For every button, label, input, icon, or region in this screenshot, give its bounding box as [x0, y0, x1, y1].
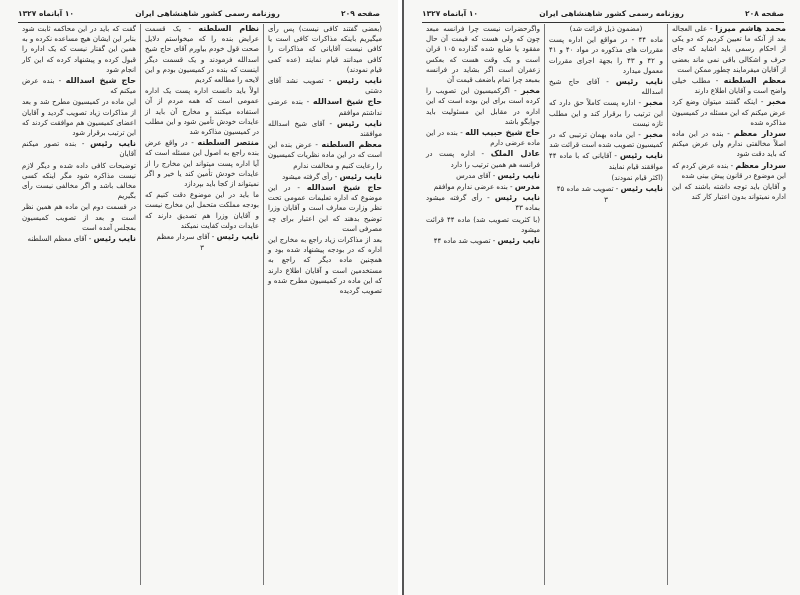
speaker-name: مدرس [514, 182, 540, 192]
text-column [667, 24, 790, 585]
page-header [18, 6, 380, 23]
paragraph [672, 129, 786, 160]
paragraph-text: - در این موضوع که اداره تعلیمات عمومی تحت نظر وزارت معارف است و آقایان وزرا توضیح بدهند که این اعتبار برای چه مصرفی است [268, 184, 382, 233]
speaker-name: حاج شیخ اسدالله [306, 183, 382, 193]
paragraph-text: - آقای سردار معظم [156, 233, 217, 242]
paragraph [268, 97, 382, 117]
paragraph [22, 161, 136, 202]
right-page [402, 0, 800, 595]
speaker-name: نظام السلطنه [198, 24, 259, 33]
paragraph-text: - تصویب شد ماده ۴۵ [556, 185, 621, 194]
paragraph-text: - آقای شیخ اسدالله موافقند [268, 119, 382, 139]
speaker-name: سردار معظم [733, 129, 786, 139]
paragraph-text: - عرض بنده این است که در این ماده نظریات کمیسیون را رعایت کنیم و مخالفت ندارم [268, 141, 382, 170]
speaker-name: مخبر [521, 86, 540, 96]
paragraph-text: - آقای معظم السلطنه [27, 235, 94, 244]
text-column [544, 24, 667, 585]
page-footer-number: ۳ [604, 196, 608, 205]
paragraph [549, 173, 663, 183]
paragraph [672, 161, 786, 181]
text-column [422, 24, 544, 585]
columns [422, 24, 790, 585]
speaker-name: نایب رئیس [336, 118, 382, 128]
paragraph [268, 235, 382, 296]
paragraph [145, 138, 259, 189]
paragraph-text: - آقای مدرس [456, 171, 498, 180]
paragraph [145, 232, 259, 242]
paragraph-text: (بعضی گفتند کافی نیست) پس رأی میگیریم باینکه مذاکرات کافی است یا کافی نیست آقایانی که مذاکرات را کافی میدانند قیام نمایند (عده کمی قیام نمودند) [268, 25, 382, 74]
paragraph-text: (اکثر قیام نمودند) [611, 173, 663, 182]
paragraph-text: - آقای حاج شیخ اسدالله [549, 78, 663, 97]
speaker-name: نایب رئیس [615, 77, 663, 87]
paragraph-text: اولاً باید دانست اداره پست یک اداره عمومی است که همه مردم از آن استفاده میکنند و مخارج آن باید از عایدات خودش تأمین شود و این مطلب در کمیسیون مذاکره شد [145, 87, 259, 137]
paragraph [426, 182, 540, 192]
paragraph [426, 86, 540, 127]
paragraph [672, 97, 786, 128]
paragraph [549, 77, 663, 97]
paragraph-text: - رأی گرفته میشود [282, 172, 340, 181]
speaker-name: نایب رئیس [90, 139, 136, 149]
speaker-name: محمد هاشم میرزا [715, 24, 786, 33]
paragraph [672, 24, 786, 75]
speaker-name: عادل الملک [490, 149, 541, 159]
speaker-name: نایب رئیس [93, 234, 136, 244]
page-header [422, 6, 784, 23]
paragraph-text: - بنده عرضی نداشتم موافقم [268, 98, 382, 117]
paragraph-text: - بنده عرض میکنم که [22, 77, 136, 96]
paragraph [268, 119, 382, 139]
paragraph [549, 130, 663, 150]
paragraph [22, 139, 136, 159]
page-footer-number: ۳ [200, 244, 204, 253]
speaker-name: نایب رئیس [336, 76, 383, 86]
speaker-name: نایب رئیس [497, 170, 540, 180]
paragraph-text: - اگرکمیسیون این تصویب را کرده است برای این بوده است که این اداره در مقابل این مسئولیت باید جوابگو باشد [426, 87, 540, 126]
page-number: صفحه ۲۰۹ [341, 8, 380, 18]
paragraph-text: - یک قسمت عرایض بنده را که میخواستم دلایل صحت قول خودم بیاورم آقای حاج شیخ اسدالله فرمودند و یک قسمت دیگر اینست که بنده در کمیسیون بودم و این لایحه را مطالعه کردیم [145, 25, 259, 85]
paragraph [549, 151, 663, 171]
paragraph [426, 149, 540, 169]
paragraph [268, 183, 382, 234]
issue-date: ۱۰ آبانماه ۱۳۲۷ [422, 8, 478, 18]
speaker-name: معظم السلطنه [321, 140, 382, 150]
paragraph [268, 140, 382, 171]
paragraph [672, 76, 786, 96]
paragraph-text: - علی العجاله بعد از آنکه ما تعیین کردیم که دو یکی از احکام رسمی باید اشاید که جای حرف و اشکالی باقی نمی ماند بعضی از آقایان میفرمایند چطور ممکن است [672, 25, 786, 74]
paragraph-text: - مطلب خیلی واضح است و آقایان اطلاع دارند [672, 77, 786, 96]
paragraph [22, 202, 136, 233]
paragraph-text: - بنده در این ماده عرضی دارم [426, 129, 540, 148]
speaker-name: نایب رئیس [620, 184, 663, 194]
paragraph-text: - بنده عرض کردم که این موضوع در قانون پیش بینی شده [672, 161, 786, 180]
paragraph-text: گفت که باید در این محاکمه ثابت شود بنابر این ایشان هیچ مساعده نکرده و به همین این گفتار نیست که یک اداره را قبول کرده و پیشنهاد کرده که این کار انجام شود [22, 25, 136, 74]
paragraph [145, 24, 259, 85]
paragraph [549, 35, 663, 76]
paragraph-text: - در واقع عرض بنده راجع به اصول این مسئله است که آیا اداره پست میتواند این مخارج را از عایدات خودش تأمین کند یا خیر و اگر نمیتواند از کجا باید بپردازد [145, 139, 259, 189]
paragraph [426, 128, 540, 148]
newspaper-title: روزنامه رسمی کشور شاهنشاهی ایران [539, 8, 684, 18]
newspaper-title: روزنامه رسمی کشور شاهنشاهی ایران [135, 8, 280, 18]
left-page [0, 0, 398, 595]
paragraph [268, 172, 382, 182]
paragraph [426, 24, 540, 85]
paragraph-text: ماده ۴۴ - در مواقع این اداره پست مقررات های مذکوره در مواد ۴۰ و ۴۱ و ۴۲ و ۴۳ را بجهة اجرای مقررات معمول میدارد [549, 36, 663, 75]
speaker-name: مخبر [767, 97, 786, 107]
issue-date: ۱۰ آبانماه ۱۳۲۷ [18, 8, 74, 18]
paragraph [22, 76, 136, 96]
paragraph [22, 24, 136, 75]
paragraph [426, 193, 540, 213]
paragraph-text: در قسمت دوم این ماده هم همین نظر است و بعد از تصویب کمیسیون بمجلس آمده است [22, 203, 136, 232]
speaker-name: حاج شیخ حبیب الله [465, 128, 540, 138]
paragraph-text: این ماده در کمیسیون مطرح شد و بعد از مذاکرات زیاد تصویب گردید و آقایان اعضای کمیسیون هم موافقت کردند که این ترتیب برقرار شود [22, 98, 136, 138]
paragraph-text: - بنده عرضی ندارم موافقم [433, 183, 515, 192]
speaker-name: حاج شیخ اسدالله [312, 97, 382, 107]
paragraph [268, 24, 382, 75]
speaker-name: منتصر السلطنه [197, 138, 259, 148]
paragraph-text: واگرحضرات نیست چرا فرانسه مبعد چون که ولی هست که قیمت آن حال مفقود یا ضایع شده گذارده ۱۰۵ قران است و یک وقت هست که بعکس زعفران است اگر بشاید در فرانسه بمبعد چرا تمام باضعف قیمت آن [426, 25, 540, 85]
paragraph-text: بعد از مذاکرات زیاد راجع به مخارج این اداره که در بودجه پیشنهاد شده بود و همچنین ماده دیگر که راجع به مستخدمین است و آقایان اطلاع دارند که این ماده در کمیسیون مطرح شده و تصویب گردیده [268, 236, 382, 296]
paragraph-text: - تصویب شد ماده ۴۴ [433, 237, 498, 246]
paragraph-text: (با کثریت تصویب شد) ماده ۴۴ قرائت میشود [426, 215, 540, 234]
speaker-name: سردار معظم [735, 160, 786, 170]
paragraph-text: - این ماده بهمان ترتیبی که در کمیسیون تصویب شده است قرائت شد [549, 131, 663, 150]
paragraph-text: - اینکه گفتند میتوان وضع کرد عرض میکنم که این مسئله در کمیسیون مذاکره شده [672, 98, 786, 127]
speaker-name: نایب رئیس [216, 232, 259, 242]
paragraph-text: - تصویب نشد آقای دشتی [268, 77, 382, 96]
speaker-name: حاج شیخ اسدالله [65, 76, 136, 86]
paragraph [549, 184, 663, 194]
paragraph [672, 182, 786, 202]
paragraph-text: و آقایان باید توجه داشته باشند که این اداره نمیتواند بدون اعتبار کار کند [672, 183, 786, 202]
columns [18, 24, 386, 585]
speaker-name: مخبر [644, 130, 663, 140]
paragraph [145, 86, 259, 137]
speaker-name: نایب رئیس [497, 236, 540, 246]
paragraph-text: - بنده در این ماده اصلاً مخالفتی ندارم ولی عرض میکنم که باید دقت شود [672, 130, 786, 159]
paragraph [426, 171, 540, 181]
paragraph [22, 97, 136, 138]
paragraph [268, 76, 382, 96]
speaker-name: معظم السلطنه [723, 76, 786, 86]
paragraph [549, 98, 663, 129]
paragraph [426, 215, 540, 235]
paragraph: (مضمون ذیل قرائت شد) [569, 25, 643, 33]
speaker-name: نایب رئیس [339, 171, 382, 181]
speaker-name: نایب رئیس [619, 151, 663, 161]
speaker-name: نایب رئیس [494, 193, 540, 203]
speaker-name: مخبر [644, 98, 663, 108]
paragraph-text: - اداره پست در فرانسه هم همین ترتیب را دارد [426, 150, 540, 169]
paragraph-text: - اداره پست کاملاً حق دارد که این ترتیب را برقرار کند و این مطلب تازه نیست [549, 99, 663, 128]
paragraph-text: - رأی گرفته میشود بماده ۴۳ [426, 194, 540, 213]
paragraph-text: - آقایانی که با ماده ۴۴ موافقند قیام نمایند [549, 152, 663, 171]
text-column [140, 24, 263, 585]
page-number: صفحه ۲۰۸ [745, 8, 784, 18]
paragraph [22, 234, 136, 244]
paragraph-text: توضیحات کافی داده شده و دیگر لازم نیست مذاکره شود مگر اینکه کسی مخالف باشد و اگر مخالفی نیست رأی بگیریم [22, 161, 136, 201]
paragraph [145, 190, 259, 231]
paragraph [426, 236, 540, 246]
paragraph-text: ما باید در این موضوع دقت کنیم که بودجه مملکت متحمل این مخارج نیست و آقایان وزرا هم تصدیق دارند که عایدات دولت کفایت نمیکند [145, 191, 259, 230]
text-column [263, 24, 386, 585]
text-column [18, 24, 140, 585]
paragraph-text: - بنده تصور میکنم آقایان [22, 140, 136, 159]
